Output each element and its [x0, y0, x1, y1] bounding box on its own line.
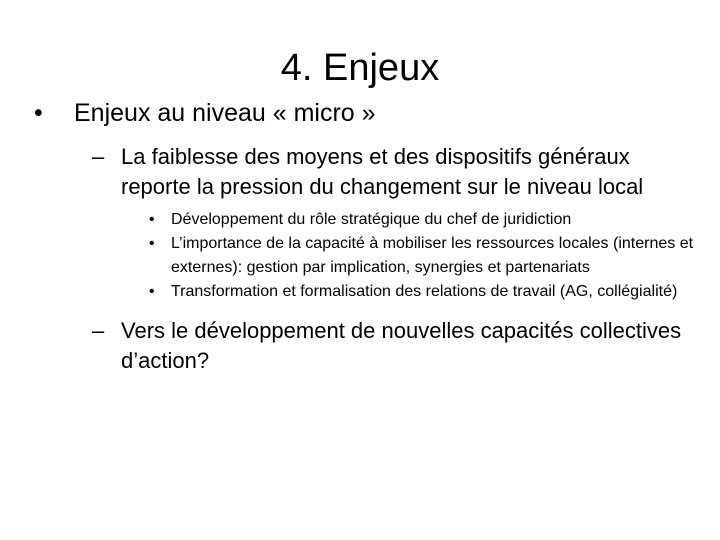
bullet-dot-icon: •	[34, 99, 43, 127]
bullet-level2-text: La faiblesse des moyens et des dispositifs généraux reporte la pression du changement sur le niveau local	[121, 144, 644, 199]
bullet-dot-icon: •	[149, 211, 155, 228]
dash-bullet-icon: –	[92, 144, 105, 169]
bullet-level3	[149, 208, 694, 232]
bullet-level3-text: L’importance de la capacité à mobiliser les ressources locales (internes et externes): gestion par implication, synergies et partenariats	[171, 235, 694, 276]
bullet-level3-text: Transformation et formalisation des relations de travail (AG, collégialité)	[171, 283, 678, 300]
bullet-level2	[92, 142, 694, 202]
bullet-level3	[149, 280, 694, 304]
bullet-level2	[92, 316, 694, 376]
bullet-level1	[34, 96, 694, 130]
bullet-level3	[149, 232, 694, 280]
bullet-level3-text: Développement du rôle stratégique du chef de juridiction	[171, 211, 572, 228]
dash-bullet-icon: –	[92, 318, 105, 343]
bullet-level2-text: Vers le développement de nouvelles capacités collectives d’action?	[121, 318, 682, 373]
bullet-dot-icon: •	[149, 235, 155, 252]
slide-body	[34, 96, 694, 376]
bullet-dot-icon: •	[149, 283, 155, 300]
bullet-level1-text: Enjeux au niveau « micro »	[74, 99, 376, 127]
slide-title: 4. Enjeux	[280, 47, 440, 89]
